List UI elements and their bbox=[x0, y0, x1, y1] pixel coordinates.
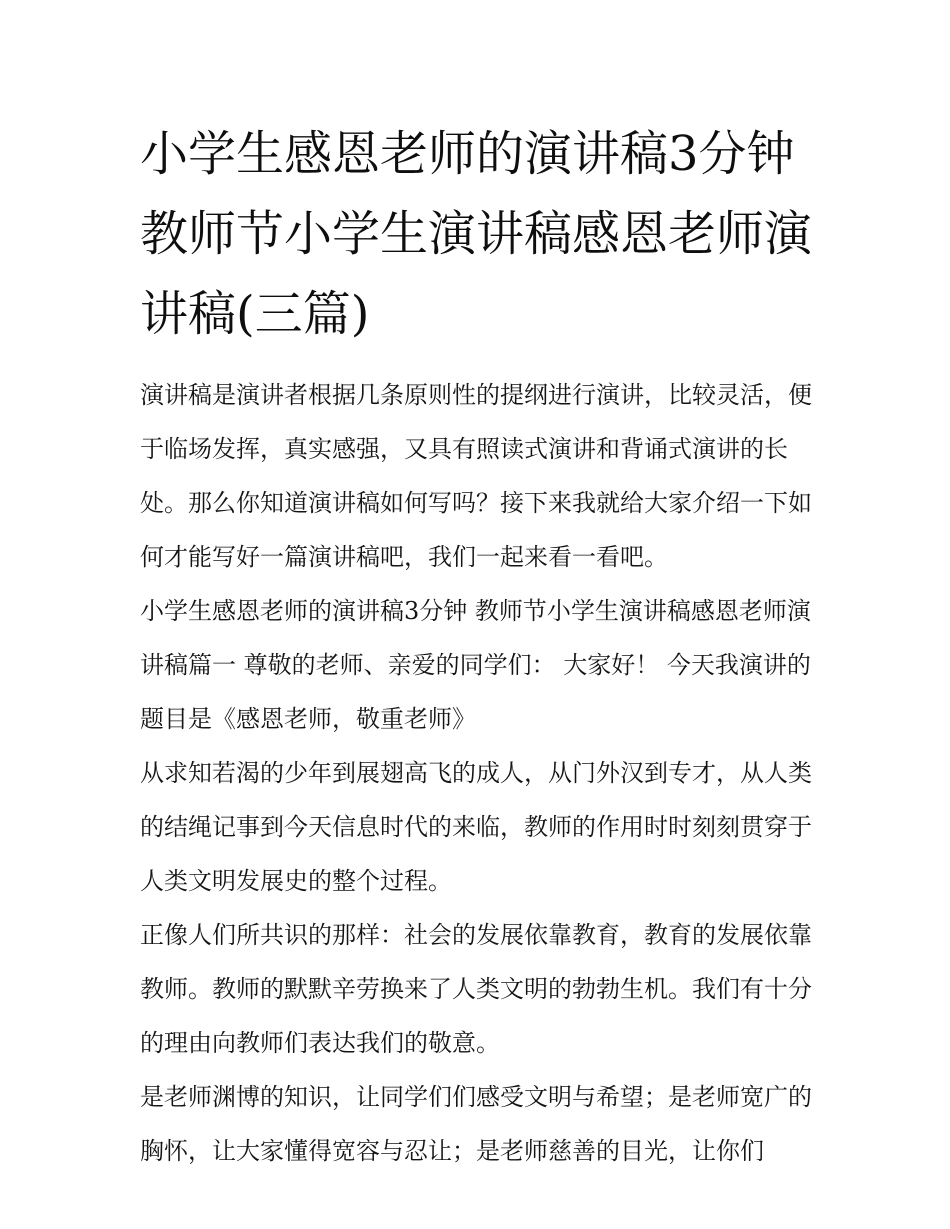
paragraph-teacher-role: 从求知若渴的少年到展翅高飞的成人，从门外汉到专才，从人类的结绳记事到今天信息时代的来临，教师的作用时时刻刻贯穿于人类文明发展史的整个过程。 bbox=[140, 759, 812, 895]
paragraph-greeting: 小学生感恩老师的演讲稿3分钟 教师节小学生演讲稿感恩老师演讲稿篇一 尊敬的老师、亲爱的同学们： 大家好！ 今天我演讲的题目是《感恩老师，敬重老师》 bbox=[140, 597, 811, 733]
document-title: 小学生感恩老师的演讲稿3分钟 教师节小学生演讲稿感恩老师演讲稿(三篇) bbox=[140, 126, 813, 342]
paragraph-intro: 演讲稿是演讲者根据几条原则性的提纲进行演讲，比较灵活，便于临场发挥，真实感强，又具有照读式演讲和背诵式演讲的长处。那么你知道演讲稿如何写吗？接下来我就给大家介绍一下如何才能写好一篇演讲稿吧，我们一起来看一看吧。 bbox=[140, 381, 812, 571]
paragraph-knowledge: 是老师渊博的知识，让同学们们感受文明与希望；是老师宽广的胸怀，让大家懂得宽容与忍让；是老师慈善的目光，让你们 bbox=[140, 1083, 812, 1165]
paragraph-education: 正像人们所共识的那样：社会的发展依靠教育，教育的发展依靠教师。教师的默默辛劳换来了人类文明的勃勃生机。我们有十分的理由向教师们表达我们的敬意。 bbox=[140, 921, 812, 1057]
